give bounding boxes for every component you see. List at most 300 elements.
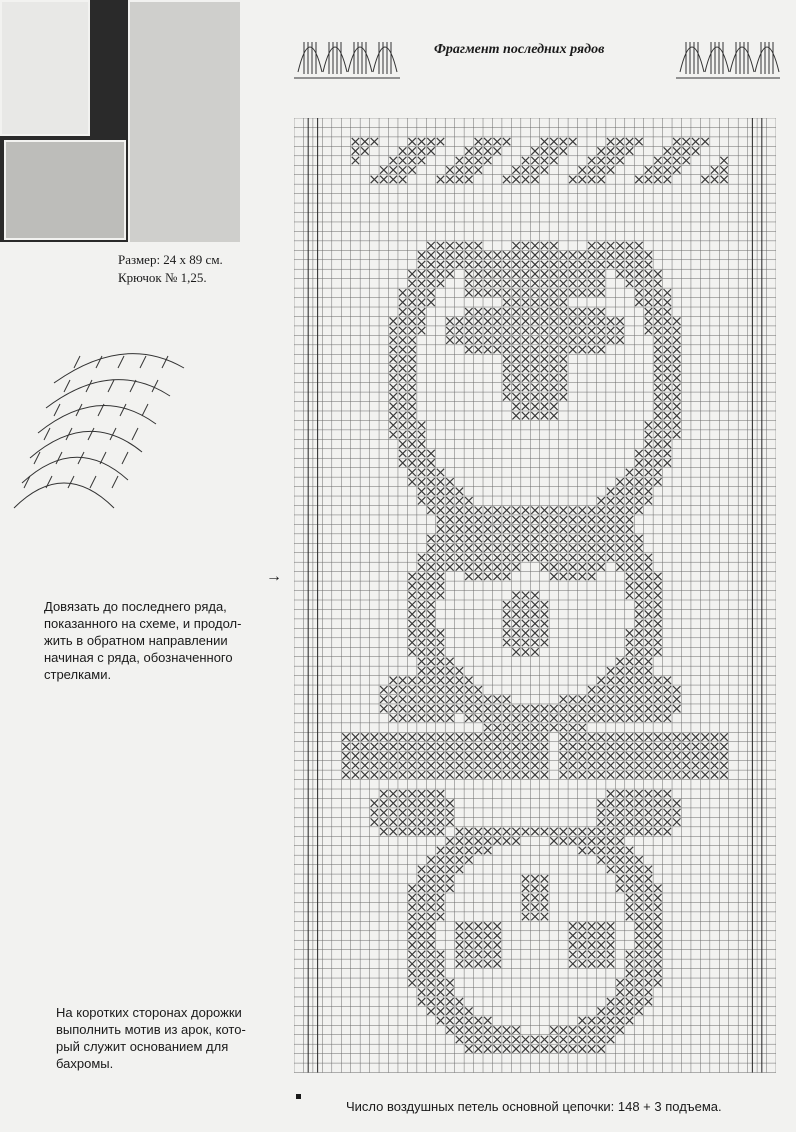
filled-cell [711, 752, 718, 759]
filled-cell [635, 894, 642, 901]
filled-cell [664, 799, 671, 806]
filled-cell [597, 280, 604, 287]
filled-cell [503, 280, 510, 287]
filled-cell [522, 403, 529, 410]
filled-cell [390, 799, 397, 806]
filled-cell [493, 922, 500, 929]
filled-cell [446, 856, 453, 863]
filled-cell [588, 752, 595, 759]
filled-cell [560, 270, 567, 277]
filled-cell [635, 733, 642, 740]
filled-cell [645, 903, 652, 910]
filled-cell [626, 790, 633, 797]
filled-cell [493, 941, 500, 948]
filled-cell [607, 696, 614, 703]
filled-cell [456, 743, 463, 750]
filled-cell [541, 384, 548, 391]
filled-cell [465, 696, 472, 703]
filled-cell [503, 251, 510, 258]
filled-cell [541, 828, 548, 835]
lace-arc [14, 483, 114, 508]
filled-cell [597, 941, 604, 948]
filled-cell [408, 903, 415, 910]
filled-cell [645, 988, 652, 995]
filled-cell [616, 875, 623, 882]
filled-cell [493, 280, 500, 287]
filled-cell [664, 818, 671, 825]
filled-cell [541, 308, 548, 315]
filled-cell [456, 516, 463, 523]
filled-cell [446, 733, 453, 740]
filled-cell [635, 573, 642, 580]
filled-cell [560, 355, 567, 362]
filled-cell [342, 733, 349, 740]
filled-cell [569, 261, 576, 268]
filled-cell [560, 535, 567, 542]
filled-cell [408, 299, 415, 306]
filled-cell [503, 1045, 510, 1052]
filled-cell [408, 469, 415, 476]
filled-cell [503, 317, 510, 324]
filled-cell [635, 648, 642, 655]
filled-cell [607, 866, 614, 873]
filled-cell [427, 762, 434, 769]
filled-cell [522, 554, 529, 561]
filled-cell [597, 554, 604, 561]
filled-cell [465, 346, 472, 353]
filled-cell [371, 176, 378, 183]
filled-cell [427, 610, 434, 617]
lace-stitch [108, 380, 114, 392]
filled-cell [645, 677, 652, 684]
filled-cell [635, 270, 642, 277]
filled-cell [493, 1045, 500, 1052]
filled-cell [579, 932, 586, 939]
filled-cell [588, 847, 595, 854]
filled-cell [503, 365, 510, 372]
arch-stroke [705, 47, 729, 72]
note-line: рый служит основанием для [56, 1039, 229, 1054]
filled-cell [493, 308, 500, 315]
note-line: начиная с ряда, обозначенного [44, 650, 233, 665]
arch-stroke [348, 47, 372, 72]
filled-cell [635, 299, 642, 306]
filled-cell [465, 147, 472, 154]
arch-stroke [680, 47, 704, 72]
filled-cell [512, 620, 519, 627]
filled-cell [427, 903, 434, 910]
filled-cell [427, 1007, 434, 1014]
filled-cell [522, 903, 529, 910]
filled-cell [531, 733, 538, 740]
filled-cell [465, 261, 472, 268]
filled-cell [635, 988, 642, 995]
filled-cell [664, 355, 671, 362]
filled-cell [588, 733, 595, 740]
filled-cell [399, 157, 406, 164]
filled-cell [493, 828, 500, 835]
filled-cell [616, 544, 623, 551]
filled-cell [437, 696, 444, 703]
filled-cell [465, 516, 472, 523]
filled-cell [418, 478, 425, 485]
filled-cell [635, 563, 642, 570]
filled-cell [493, 544, 500, 551]
filled-cell [579, 317, 586, 324]
filled-cell [682, 743, 689, 750]
filled-cell [541, 913, 548, 920]
filled-cell [579, 733, 586, 740]
filled-cell [390, 384, 397, 391]
filled-cell [437, 497, 444, 504]
filled-cell [465, 563, 472, 570]
filled-cell [475, 922, 482, 929]
filled-cell [522, 885, 529, 892]
filled-cell [550, 336, 557, 343]
filled-cell [720, 166, 727, 173]
filled-cell [456, 762, 463, 769]
filet-chart [294, 118, 776, 1076]
filled-cell [522, 913, 529, 920]
filled-cell [522, 327, 529, 334]
filled-cell [635, 639, 642, 646]
filled-cell [616, 667, 623, 674]
filled-cell [456, 176, 463, 183]
filled-cell [588, 1036, 595, 1043]
filled-cell [635, 544, 642, 551]
filled-cell [408, 610, 415, 617]
filled-cell [531, 317, 538, 324]
filled-cell [390, 818, 397, 825]
lace-stitch [74, 356, 80, 368]
filled-cell [418, 308, 425, 315]
filled-cell [465, 289, 472, 296]
filled-cell [560, 506, 567, 513]
filled-cell [654, 752, 661, 759]
filled-cell [512, 828, 519, 835]
filled-cell [503, 393, 510, 400]
filled-cell [427, 289, 434, 296]
filled-cell [361, 147, 368, 154]
filled-cell [456, 951, 463, 958]
filled-cell [399, 166, 406, 173]
filled-cell [465, 270, 472, 277]
filled-cell [512, 762, 519, 769]
filled-cell [664, 166, 671, 173]
filled-cell [560, 525, 567, 532]
filled-cell [597, 809, 604, 816]
filled-cell [390, 365, 397, 372]
filled-cell [635, 998, 642, 1005]
filled-cell [437, 951, 444, 958]
filled-cell [390, 762, 397, 769]
filled-cell [493, 837, 500, 844]
filled-cell [484, 573, 491, 580]
filled-cell [560, 374, 567, 381]
filled-cell [446, 866, 453, 873]
filled-cell [456, 771, 463, 778]
filled-cell [456, 242, 463, 249]
filled-cell [645, 686, 652, 693]
filled-cell [588, 261, 595, 268]
filled-cell [654, 601, 661, 608]
filled-cell [465, 743, 472, 750]
filled-cell [446, 677, 453, 684]
filled-cell [465, 506, 472, 513]
filled-cell [475, 828, 482, 835]
filled-cell [645, 308, 652, 315]
filled-cell [635, 922, 642, 929]
filled-cell [437, 998, 444, 1005]
filled-cell [664, 450, 671, 457]
filled-cell [503, 261, 510, 268]
filled-cell [597, 733, 604, 740]
filled-cell [437, 705, 444, 712]
filled-cell [380, 752, 387, 759]
filled-cell [475, 733, 482, 740]
lace-stitch [120, 404, 126, 416]
filled-cell [654, 412, 661, 419]
filled-cell [626, 875, 633, 882]
filled-cell [550, 280, 557, 287]
filled-cell [427, 147, 434, 154]
filled-cell [390, 176, 397, 183]
filled-cell [597, 506, 604, 513]
filled-cell [512, 374, 519, 381]
filled-cell [408, 941, 415, 948]
filled-cell [427, 913, 434, 920]
filled-cell [427, 469, 434, 476]
filled-cell [569, 733, 576, 740]
filled-cell [352, 752, 359, 759]
filled-cell [597, 705, 604, 712]
filled-cell [635, 856, 642, 863]
filled-cell [541, 752, 548, 759]
filled-cell [673, 809, 680, 816]
filled-cell [701, 762, 708, 769]
filled-cell [399, 677, 406, 684]
filled-cell [484, 157, 491, 164]
filled-cell [597, 270, 604, 277]
filled-cell [408, 790, 415, 797]
filled-cell [616, 251, 623, 258]
filled-cell [352, 157, 359, 164]
filled-cell [380, 733, 387, 740]
filled-cell [418, 960, 425, 967]
filled-cell [654, 771, 661, 778]
filled-cell [493, 951, 500, 958]
filled-cell [597, 1045, 604, 1052]
filled-cell [550, 554, 557, 561]
filled-cell [475, 932, 482, 939]
filled-cell [503, 336, 510, 343]
filled-cell [645, 951, 652, 958]
filled-cell [484, 554, 491, 561]
filled-cell [579, 1026, 586, 1033]
filled-cell [616, 336, 623, 343]
filled-cell [390, 317, 397, 324]
filled-cell [673, 138, 680, 145]
filled-cell [616, 828, 623, 835]
filled-cell [522, 308, 529, 315]
filled-cell [484, 837, 491, 844]
filled-cell [418, 554, 425, 561]
filled-cell [427, 809, 434, 816]
filled-cell [456, 157, 463, 164]
filled-cell [408, 450, 415, 457]
filled-cell [484, 1036, 491, 1043]
filled-cell [465, 317, 472, 324]
filled-cell [503, 601, 510, 608]
filled-cell [475, 705, 482, 712]
filled-cell [427, 667, 434, 674]
filled-cell [664, 147, 671, 154]
lace-stitch [96, 356, 102, 368]
filled-cell [588, 327, 595, 334]
filled-cell [427, 648, 434, 655]
filled-cell [588, 922, 595, 929]
filled-cell [597, 176, 604, 183]
filled-cell [616, 799, 623, 806]
filled-cell [645, 327, 652, 334]
filled-cell [484, 251, 491, 258]
filled-cell [541, 554, 548, 561]
filled-cell [418, 639, 425, 646]
filled-cell [475, 743, 482, 750]
filled-cell [635, 970, 642, 977]
filled-cell [616, 658, 623, 665]
filled-cell [654, 799, 661, 806]
filled-cell [475, 696, 482, 703]
filled-cell [673, 157, 680, 164]
filled-cell [475, 261, 482, 268]
filled-cell [522, 639, 529, 646]
filled-cell [408, 280, 415, 287]
filled-cell [597, 336, 604, 343]
filled-cell [418, 696, 425, 703]
filled-cell [607, 261, 614, 268]
filled-cell [550, 525, 557, 532]
filled-cell [541, 894, 548, 901]
filled-cell [427, 818, 434, 825]
filled-cell [418, 610, 425, 617]
filled-cell [503, 1026, 510, 1033]
filled-cell [560, 563, 567, 570]
filled-cell [437, 913, 444, 920]
filled-cell [390, 686, 397, 693]
filled-cell [503, 138, 510, 145]
filled-cell [682, 752, 689, 759]
filled-cell [626, 752, 633, 759]
filled-cell [522, 166, 529, 173]
filled-cell [484, 705, 491, 712]
filled-cell [588, 251, 595, 258]
filled-cell [597, 147, 604, 154]
filled-cell [597, 516, 604, 523]
filled-cell [635, 667, 642, 674]
filled-cell [579, 847, 586, 854]
filled-cell [408, 762, 415, 769]
filled-cell [541, 903, 548, 910]
filled-cell [418, 497, 425, 504]
filled-cell [654, 696, 661, 703]
filled-cell [427, 573, 434, 580]
filled-cell [399, 327, 406, 334]
filled-cell [541, 412, 548, 419]
filled-cell [352, 762, 359, 769]
filled-cell [390, 421, 397, 428]
filled-cell [531, 374, 538, 381]
filled-cell [512, 355, 519, 362]
filled-cell [437, 979, 444, 986]
filled-cell [399, 346, 406, 353]
filled-cell [541, 346, 548, 353]
filled-cell [579, 743, 586, 750]
filled-cell [371, 771, 378, 778]
filled-cell [597, 677, 604, 684]
filled-cell [427, 261, 434, 268]
filled-cell [342, 762, 349, 769]
filled-cell [531, 412, 538, 419]
filled-cell [550, 299, 557, 306]
filled-cell [616, 1007, 623, 1014]
filled-cell [418, 157, 425, 164]
filled-cell [408, 592, 415, 599]
filled-cell [427, 875, 434, 882]
lace-edge-diagram [4, 318, 212, 518]
filled-cell [531, 620, 538, 627]
filled-cell [484, 280, 491, 287]
filled-cell [418, 450, 425, 457]
filled-cell [446, 988, 453, 995]
filled-cell [446, 544, 453, 551]
filled-cell [484, 1017, 491, 1024]
filled-cell [446, 242, 453, 249]
filled-cell [380, 743, 387, 750]
filled-cell [541, 771, 548, 778]
filled-cell [579, 752, 586, 759]
filled-cell [512, 346, 519, 353]
filled-cell [550, 251, 557, 258]
filled-cell [446, 837, 453, 844]
filled-cell [380, 686, 387, 693]
filled-cell [427, 705, 434, 712]
filled-cell [720, 157, 727, 164]
lace-stitch [44, 428, 50, 440]
filled-cell [456, 932, 463, 939]
filled-cell [446, 752, 453, 759]
filled-cell [465, 714, 472, 721]
filled-cell [550, 317, 557, 324]
filled-cell [616, 147, 623, 154]
filled-cell [361, 743, 368, 750]
filled-cell [711, 771, 718, 778]
filled-cell [390, 355, 397, 362]
filled-cell [569, 714, 576, 721]
filled-cell [626, 771, 633, 778]
filled-cell [408, 270, 415, 277]
filled-cell [456, 705, 463, 712]
filled-cell [569, 932, 576, 939]
filled-cell [550, 1026, 557, 1033]
filled-cell [588, 705, 595, 712]
filled-cell [437, 856, 444, 863]
filled-cell [616, 979, 623, 986]
filled-cell [371, 733, 378, 740]
filled-cell [408, 582, 415, 589]
filled-cell [522, 894, 529, 901]
filled-cell [560, 828, 567, 835]
